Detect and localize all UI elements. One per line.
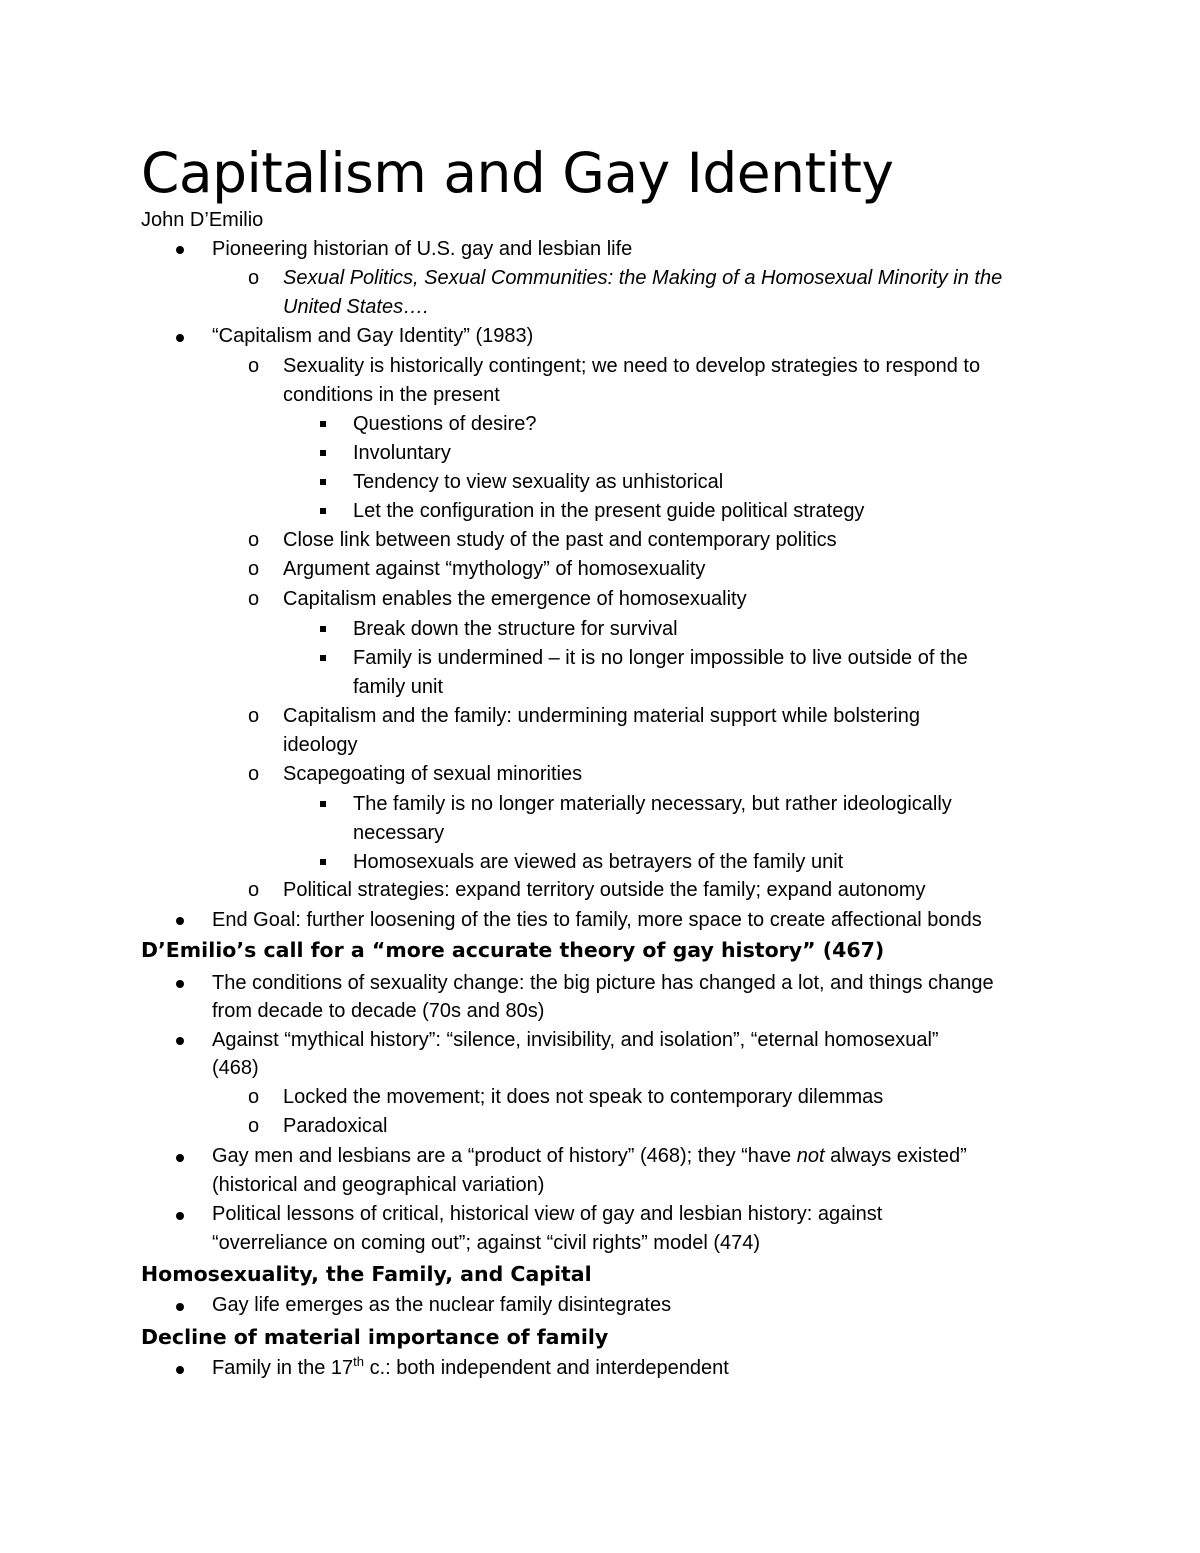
bullet-dot-icon [176, 1366, 184, 1374]
list-item: Homosexuals are viewed as betrayers of the family unit [353, 851, 844, 873]
list-item: Pioneering historian of U.S. gay and lesbian life [212, 238, 633, 260]
bullet-circle-icon: o [248, 1115, 260, 1137]
bullet-circle-icon: o [248, 588, 260, 610]
list-item: The conditions of sexuality change: the big picture has changed a lot, and things change [212, 972, 994, 994]
bullet-circle-icon: o [248, 529, 260, 551]
bullet-dot-icon [176, 980, 184, 988]
section-heading: Homosexuality, the Family, and Capital [141, 1262, 592, 1286]
list-item: Family is undermined – it is no longer impossible to live outside of the [353, 647, 968, 669]
bullet-circle-icon: o [248, 763, 260, 785]
bullet-square-icon [320, 859, 326, 865]
list-item [212, 1142, 1072, 1171]
bullet-circle-icon: o [248, 879, 260, 901]
bullet-circle-icon: o [248, 267, 260, 289]
list-item: The family is no longer materially necessary, but rather ideologically [353, 793, 952, 815]
text-run: Family in the 17 [212, 1357, 354, 1379]
bullet-circle-icon: o [248, 1086, 260, 1108]
bullet-dot-icon [176, 334, 184, 342]
list-item: Gay life emerges as the nuclear family disintegrates [212, 1294, 672, 1316]
list-item-continuation: “overreliance on coming out”; against “civil rights” model (474) [212, 1232, 761, 1254]
bullet-dot-icon [176, 1037, 184, 1045]
emphasis: not [796, 1145, 825, 1167]
bullet-circle-icon: o [248, 558, 260, 580]
text-run: c.: both independent and interdependent [364, 1357, 729, 1379]
document-title: Capitalism and Gay Identity [141, 141, 894, 205]
text-run: always existed” [824, 1145, 967, 1167]
author-line: John D’Emilio [141, 209, 264, 231]
list-item: Close link between study of the past and contemporary politics [283, 529, 837, 551]
list-item: Capitalism enables the emergence of homosexuality [283, 588, 747, 610]
list-item: Political strategies: expand territory outside the family; expand autonomy [283, 879, 926, 901]
list-item: Against “mythical history”: “silence, invisibility, and isolation”, “eternal homosexual” [212, 1029, 939, 1051]
bullet-square-icon [320, 626, 326, 632]
list-item: Let the configuration in the present guide political strategy [353, 500, 865, 522]
list-item: Involuntary [353, 442, 451, 464]
list-item [212, 1354, 1072, 1383]
bullet-square-icon [320, 801, 326, 807]
bullet-dot-icon [176, 917, 184, 925]
list-item-continuation: (468) [212, 1057, 259, 1079]
bullet-square-icon [320, 655, 326, 661]
bullet-square-icon [320, 450, 326, 456]
list-item: Locked the movement; it does not speak to contemporary dilemmas [283, 1086, 884, 1108]
bullet-dot-icon [176, 1154, 184, 1162]
list-item: Capitalism and the family: undermining material support while bolstering [283, 705, 920, 727]
list-item: Questions of desire? [353, 413, 537, 435]
list-item: Scapegoating of sexual minorities [283, 763, 583, 785]
bullet-dot-icon [176, 1212, 184, 1220]
list-item-continuation: ideology [283, 734, 358, 756]
list-item-continuation: necessary [353, 822, 445, 844]
section-heading: D’Emilio’s call for a “more accurate theory of gay history” (467) [141, 938, 885, 962]
list-item: Sexuality is historically contingent; we need to develop strategies to respond to [283, 355, 981, 377]
book-title: Sexual Politics, Sexual Communities: the Making of a Homosexual Minority in the [283, 267, 1003, 289]
bullet-circle-icon: o [248, 355, 260, 377]
bullet-square-icon [320, 479, 326, 485]
list-item-continuation [283, 293, 1073, 322]
bullet-dot-icon [176, 246, 184, 254]
list-item: Argument against “mythology” of homosexuality [283, 558, 706, 580]
bullet-dot-icon [176, 1303, 184, 1311]
book-title: United States…. [283, 296, 429, 318]
list-item: Break down the structure for survival [353, 618, 678, 640]
bullet-square-icon [320, 421, 326, 427]
superscript: th [353, 1354, 365, 1369]
list-item: “Capitalism and Gay Identity” (1983) [212, 325, 534, 347]
list-item-continuation: family unit [353, 676, 444, 698]
list-item-continuation: from decade to decade (70s and 80s) [212, 1000, 545, 1022]
text-run: Gay men and lesbians are a “product of history” (468); they “have [212, 1145, 797, 1167]
list-item: Tendency to view sexuality as unhistorical [353, 471, 724, 493]
list-item-continuation: (historical and geographical variation) [212, 1174, 545, 1196]
list-item [283, 264, 1073, 293]
section-heading: Decline of material importance of family [141, 1325, 609, 1349]
list-item: End Goal: further loosening of the ties to family, more space to create affectional bonds [212, 909, 982, 931]
list-item: Paradoxical [283, 1115, 388, 1137]
bullet-circle-icon: o [248, 705, 260, 727]
bullet-square-icon [320, 508, 326, 514]
list-item: Political lessons of critical, historical view of gay and lesbian history: against [212, 1203, 883, 1225]
list-item-continuation: conditions in the present [283, 384, 500, 406]
